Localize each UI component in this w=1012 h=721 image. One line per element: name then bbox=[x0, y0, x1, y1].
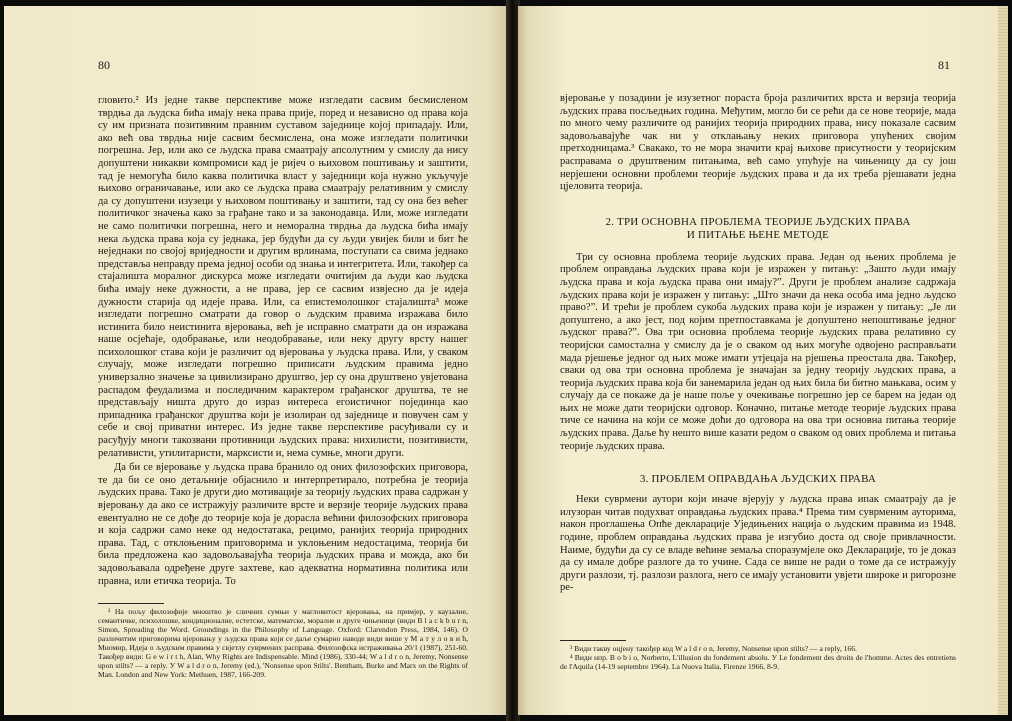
left-page bbox=[4, 6, 510, 715]
section-heading-2: 2. ТРИ ОСНОВНА ПРОБЛЕМА ТЕОРИЈЕ ЉУДСКИХ ПРАВА И ПИТАЊЕ ЊЕНЕ МЕТОДЕ bbox=[605, 215, 911, 241]
right-footnotes bbox=[560, 640, 956, 671]
footnote-rule-right bbox=[560, 640, 626, 641]
footnote-rule bbox=[98, 603, 164, 604]
left-body bbox=[98, 95, 468, 588]
footnote-3-text: ³ Види такву оцјену такођер код W a l d r o n, Jeremy, Nonsense upon stilts? — a reply, 166. bbox=[570, 644, 857, 653]
section-heading-3: 3. ПРОБЛЕМ ОПРАВДАЊА ЉУДСКИХ ПРАВА bbox=[639, 473, 877, 486]
right-paragraph-1: вјеровање у позадини је изузетног пораста броја различитих врста и верзија теорија људских права посљедњих година. Међутим, могло би се рећи да се нове теорије, мада по много чему различите од ранијих теорија природних права, нису показале сасвим задовољавајуће чак ни у отклањању неких приговора упућених својим претходницама.³ Свакако, то не мора значити крај њихове присутности у теоријским расправама о друштвеним питањима, већ само упућује на чињеницу да су још нерјешени основни проблеми теорије људских права и да их треба рјешавати једна цјеловита теорија. bbox=[560, 93, 956, 193]
footnotes-right bbox=[560, 644, 956, 671]
right-paragraph-2: Три су основна проблема теорије људских права. Један од њених проблема је проблем оправдања људских права који је изражен у питању: „Зашто људи имају људска права и која људска права они имају?”. Други је проблем анализе садржаја људских права који је изражен у питању: „Што значи да нека особа има једно људско право?”. И трећи је проблем сукоба људских права који је изражен у питању: „Је ли допуштено, а ако јест, под којим претпоставкама је допуштено непоштивање једног људског права?”. Ова три основна проблема теорије људских права релативно су теоријски самостална у смислу да је о сваком од њих могуће одвојено расправљати мада рјешење једног од њих може имати утјецаја на рјешења преостала два. Такођер, сваки од ова три основна проблема је значајан за једну теорију људских права, а теорија људских права која би занемарила један од њих била би битно мањкава, осим у случају да се покаже да је наше поље у очекивање погрешно јер се барем на један од њих не може дати теоријски одговор. Коначно, питање методе теорије људских права тиче се начина на који се може доћи до одговора на ова три основна питања теорије људских права. Даље ћу нешто више казати редом о сваком од ових проблема и питања теорије људских права. bbox=[560, 251, 956, 452]
left-paragraph-2: Да би се вјеровање у људска права бранило од оних филозофских приговора, те да би се оно детаљније објаснило и интерпретирало, потребна је теорија људских права. Тако је други дио мотивације за теорију људских права садржан у вјеровању да ако се истражују различите врсте и верзије теорије људских права евентуално не се дође до теорије која је дорасла већини филозофских приговора и која садржи само неке од недостатака, рецимо, ранијих теорија природних права. Тад, с отклоњеним приговорима и уклоњеним недостацима, теорија би била предложена као задовољавајућа теорија људских права и можда, ако би задовољавала одређене друге захтеве, као адекватна нормативна политика или правна, или етичка теорија. То bbox=[98, 462, 468, 587]
right-page bbox=[518, 6, 1008, 715]
page-number-left: 80 bbox=[98, 58, 110, 72]
page-edge bbox=[998, 6, 1008, 715]
footnote-4-text: ⁴ Види нпр. B o b i o, Norberto, L'illusion du fondement absolu. У Le fondement des droits de l'homme. Actes des entretiens de l'Aquila (14-19 septembre 1964). La Nuova Italia, Firenze 1966, 8-9. bbox=[560, 653, 956, 671]
left-footnotes bbox=[98, 603, 468, 679]
right-body bbox=[560, 93, 956, 595]
page-number-right: 81 bbox=[938, 58, 950, 72]
right-paragraph-3: Неки суврмени аутори који иначе вјерују у људска права ипак смаатрају да је илузоран читав подухват оправдања људских права.⁴ Према тим суврменим ауторима, након проглашења Опће декларације Уједињених нација о људским правима из 1948. године, проблем оправдања људских права је изгубио доста од своје привлачности. Наиме, будући да су се владе већине земаља споразумјеле око Декларације, то је доказ да су имале добре разлоге да то учине. Сада се више не ради о томе да се истражују други разлози, тј. разлози разлога, него се имају установити увјети широке и ригорозне ре- bbox=[560, 494, 956, 594]
left-paragraph-1: гловито.² Из једне такве перспективе може изгледати сасвим бесмисленом тврдња да људска бића имају нека права прије, поред и независно од права која су им призната позитивним правним суставом заједнице којој припадају. Или, ако већ ова тврдња није сасвим бесмислена, она може изгледати политички погрешна. Јер, или ако се људска права смаатрају апсолутним у смислу да нису допуштени никакви компромиси кад је ријеч о њиховом поштивању и заштити, тад је немогућа било каква политичка власт у заједници која нужно укључује њихово ограничавање, или ако се људска права смаатрају релативним у смислу да су допуштени изузеци у њиховом поштивању и заштити, тад су она без већег политичког значења како за грађане тако и за законодавца. Или, може изгледати не само политички погрешна, него и неморална тврдња да људска бића имају нека људска права која су једнака, јер будући да су људи увијек били и бит ће неједнаки по својој вриједности и другим врлинама, поступати са свима једнако представља неправду према једној особи од знања и интегритета. Или, такођер са стајалишта моралног дискурса може изгледати очитијим да људи као људска бића имају неке дужности, а не права, јер се сасвим извјесно да је идеја дужности старија од идеје права. Или, са епистемолошког стајалишта³ може изгледати погрешно сматрати да говор о људским правима изражава било истинита било неистинита вјеровања, већ је исправно сматрати да он изражава наше осјећаје, одобравање, или неодобравање, или неку другу врсту нашег психолошког става који је различит од вјеровања у људска права. Или, у сваком случају, може изгледати погрешно приписати људским правима једно универзално значење за цивилизирано друштво, јер су она друштвено увјетована распадом феудализма и последичним карактером грађанског друштва, те не представљају ништа друго до израз интереса егоистичног појединца као припадника грађанског друштва који је изолиран од заједнице и повучен сам у себе и свој приватни интерес. Из једне такве перспективе расуђивали су и расуђују многи такозвани противници људских права: нихилисти, позитивисти, релативисти, утилитаристи, марксисти и, нема сумње, многи други. bbox=[98, 95, 468, 459]
footnote-2 bbox=[98, 607, 468, 679]
footnote-2-text: ² На пољу филозофије мноштво је сличних сумњи у магловитост вјеровања, на примјер, у каузалне, семантичке, психолошке, кондиционалне, естетске, математске, моралне и друге чињенице (види B l a c k b u r n, Simon, Spreading the Word. Groundings in the Philosophy of Language. Oxford: Clarendon Press, 1984, 146). О различитим приговорима вјеровању у људска права који се даље сумарно наводе види више у М а т у л о в и ћ, Миомир, Идеја о људским правима у свјетлу суврмених расправа. Филозофска истраживања 20/1 (1987), 251-60. Такођер види: G e w i r t h, Alan, Why Rights are Indispensable. Mind (1986), 330-44; W a l d r o n, Jeremy, Nonsense upon stilts? — a reply. У W a l d r o n, Jeremy (ed.), 'Nonsense upon Stilts'. Bentham, Burke and Marx on the Rights of Man. London and New York: Methuen, 1987, 166-209. bbox=[98, 607, 468, 679]
